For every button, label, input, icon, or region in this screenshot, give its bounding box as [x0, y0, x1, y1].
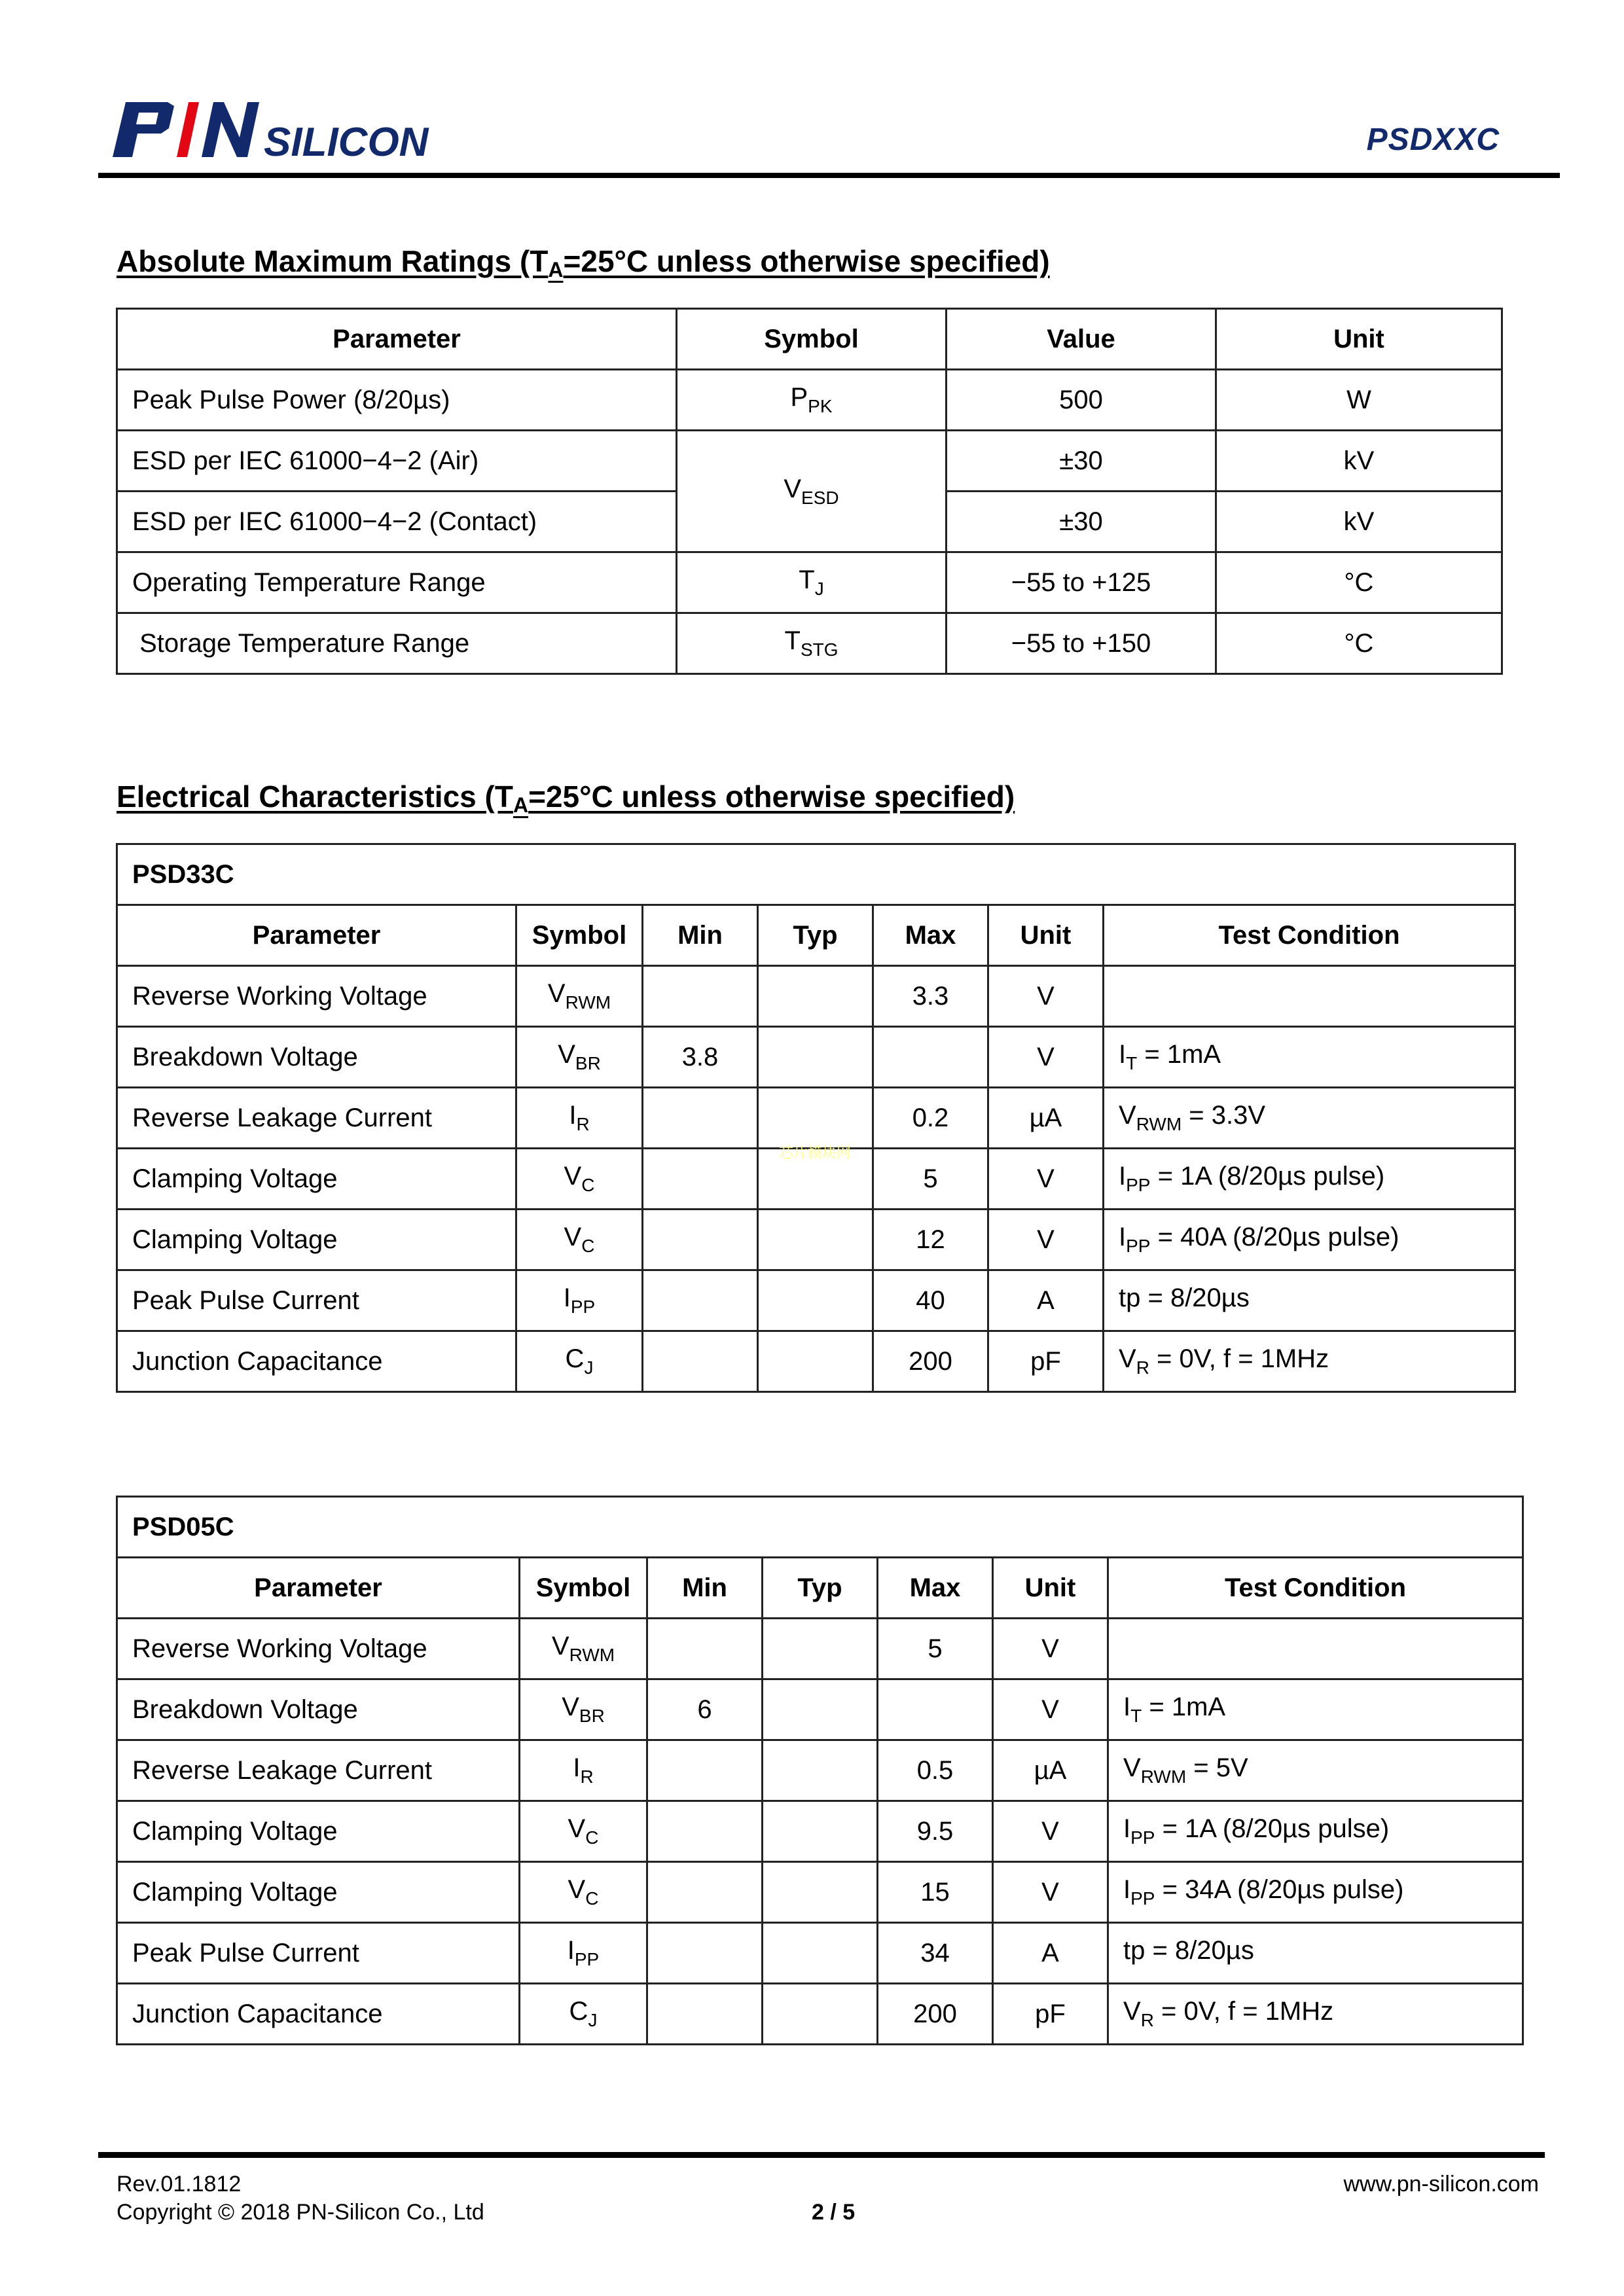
max-cell: 3.3	[873, 966, 988, 1027]
footer-divider	[98, 2152, 1545, 2158]
typ-cell	[763, 1984, 878, 2045]
typ-cell	[758, 1331, 873, 1392]
col-header: Parameter	[117, 1558, 520, 1619]
typ-cell	[758, 1027, 873, 1088]
abs-max-table	[116, 308, 1503, 675]
test-condition-cell: $V_{RWM} = 5V$	[1108, 1740, 1523, 1801]
value-cell: ±30	[947, 492, 1216, 552]
symbol-cell: $C_J$	[520, 1984, 647, 2045]
max-cell: 5	[878, 1619, 993, 1679]
symbol-cell: $V_C$	[516, 1149, 643, 1210]
table-row	[117, 1801, 1523, 1862]
min-cell	[647, 1740, 763, 1801]
revision: Rev.01.1812	[117, 2172, 242, 2197]
table-row	[117, 1210, 1515, 1270]
test-condition-cell	[1108, 1619, 1523, 1679]
pn-silicon-logo-icon	[103, 97, 470, 162]
param-cell: ESD per IEC 61000−4−2 (Contact)	[117, 492, 677, 552]
unit-cell: A	[993, 1923, 1108, 1984]
value-cell: ±30	[947, 431, 1216, 492]
param-cell: Breakdown Voltage	[117, 1679, 520, 1740]
typ-cell	[758, 1088, 873, 1149]
symbol-cell: $V_{ESD}$	[677, 431, 947, 552]
test-condition-cell	[1104, 966, 1515, 1027]
col-header: Test Condition	[1108, 1558, 1523, 1619]
typ-cell	[763, 1619, 878, 1679]
unit-cell: V	[993, 1801, 1108, 1862]
unit-cell: µA	[993, 1740, 1108, 1801]
unit-cell: V	[988, 1149, 1104, 1210]
unit-cell: °C	[1216, 552, 1502, 613]
table-header-row	[117, 905, 1515, 966]
max-cell	[878, 1679, 993, 1740]
unit-cell: °C	[1216, 613, 1502, 674]
param-cell: Clamping Voltage	[117, 1862, 520, 1923]
copyright: Copyright © 2018 PN-Silicon Co., Ltd	[117, 2200, 484, 2225]
watermark: 芯片模块网	[779, 1145, 852, 1162]
table-row	[117, 1984, 1523, 2045]
symbol-cell: $I_R$	[520, 1740, 647, 1801]
header-divider	[98, 173, 1560, 178]
symbol-cell: $T_{STG}$	[677, 613, 947, 674]
param-cell: Junction Capacitance	[117, 1984, 520, 2045]
unit-cell: V	[993, 1862, 1108, 1923]
min-cell	[647, 1862, 763, 1923]
unit-cell: V	[993, 1619, 1108, 1679]
abs-max-title: Absolute Maximum Ratings ($T_A=25^\circ C$ unless otherwise specified)	[117, 244, 1050, 281]
unit-cell: V	[988, 966, 1104, 1027]
param-cell: Junction Capacitance	[117, 1331, 516, 1392]
test-condition-cell: tp = 8/20µs	[1104, 1270, 1515, 1331]
symbol-cell: $V_C$	[520, 1801, 647, 1862]
min-cell	[643, 966, 758, 1027]
table-row	[117, 1619, 1523, 1679]
param-cell: Peak Pulse Current	[117, 1270, 516, 1331]
col-header: Max	[873, 905, 988, 966]
value-cell: −55 to +125	[947, 552, 1216, 613]
min-cell	[643, 1270, 758, 1331]
symbol-cell: $I_{PP}$	[516, 1270, 643, 1331]
test-condition-cell: $V_R = 0V$, f = 1MHz	[1104, 1331, 1515, 1392]
test-condition-cell: $I_{PP} = 1A$ (8/20µs pulse)	[1108, 1801, 1523, 1862]
typ-cell	[763, 1923, 878, 1984]
unit-cell: V	[988, 1210, 1104, 1270]
svg-text:SILICON: SILICON	[264, 120, 429, 162]
psd33c-table	[116, 843, 1516, 1393]
max-cell: 0.2	[873, 1088, 988, 1149]
symbol-cell: $V_{BR}$	[520, 1679, 647, 1740]
col-header: Min	[643, 905, 758, 966]
table-row	[117, 1923, 1523, 1984]
table-row	[117, 1270, 1515, 1331]
max-cell	[873, 1027, 988, 1088]
typ-cell	[758, 966, 873, 1027]
min-cell	[643, 1149, 758, 1210]
max-cell: 15	[878, 1862, 993, 1923]
unit-cell: V	[988, 1027, 1104, 1088]
param-cell: Storage Temperature Range	[117, 613, 677, 674]
table-row	[117, 1027, 1515, 1088]
test-condition-cell: $I_T = 1mA$	[1108, 1679, 1523, 1740]
typ-cell	[763, 1740, 878, 1801]
test-condition-cell: tp = 8/20µs	[1108, 1923, 1523, 1984]
table-row	[117, 1740, 1523, 1801]
unit-cell: kV	[1216, 431, 1502, 492]
col-header: Unit	[993, 1558, 1108, 1619]
table-row	[117, 1862, 1523, 1923]
test-condition-cell: $I_{PP} = 1A$ (8/20µs pulse)	[1104, 1149, 1515, 1210]
unit-cell: µA	[988, 1088, 1104, 1149]
symbol-cell: $T_J$	[677, 552, 947, 613]
min-cell	[647, 1801, 763, 1862]
psd05c-table	[116, 1496, 1524, 2045]
max-cell: 0.5	[878, 1740, 993, 1801]
param-cell: Clamping Voltage	[117, 1210, 516, 1270]
table-row	[117, 1088, 1515, 1149]
param-cell: Clamping Voltage	[117, 1149, 516, 1210]
col-header: Typ	[758, 905, 873, 966]
table-row	[117, 431, 1502, 492]
min-cell	[643, 1088, 758, 1149]
min-cell: 6	[647, 1679, 763, 1740]
symbol-cell: $C_J$	[516, 1331, 643, 1392]
param-cell: Reverse Working Voltage	[117, 1619, 520, 1679]
table-header-row	[117, 1558, 1523, 1619]
param-cell: Reverse Leakage Current	[117, 1088, 516, 1149]
table-row	[117, 1679, 1523, 1740]
test-condition-cell: $I_{PP} = 40A$ (8/20µs pulse)	[1104, 1210, 1515, 1270]
col-header: Test Condition	[1104, 905, 1515, 966]
symbol-cell: $V_{RWM}$	[516, 966, 643, 1027]
part-code: PSDXXC	[1366, 122, 1500, 157]
device-name: PSD05C	[117, 1497, 1523, 1558]
device-name: PSD33C	[117, 844, 1515, 905]
psd05c-rows	[117, 1619, 1523, 2045]
param-cell: Operating Temperature Range	[117, 552, 677, 613]
col-header: Min	[647, 1558, 763, 1619]
table-row	[117, 966, 1515, 1027]
typ-cell	[763, 1679, 878, 1740]
max-cell: 200	[878, 1984, 993, 2045]
min-cell	[643, 1331, 758, 1392]
table-row	[117, 613, 1502, 674]
page-number: 2 / 5	[812, 2200, 856, 2225]
col-header: Symbol	[516, 905, 643, 966]
typ-cell	[763, 1862, 878, 1923]
table-title-row	[117, 1497, 1523, 1558]
unit-cell: pF	[988, 1331, 1104, 1392]
col-header: Unit	[988, 905, 1104, 966]
col-header: Parameter	[117, 309, 677, 370]
test-condition-cell: $V_{RWM} = 3.3V$	[1104, 1088, 1515, 1149]
value-cell: −55 to +150	[947, 613, 1216, 674]
unit-cell: pF	[993, 1984, 1108, 2045]
elec-char-title: Electrical Characteristics ($T_A=25^\circ C$ unless otherwise specified)	[117, 780, 1015, 817]
param-cell: Peak Pulse Current	[117, 1923, 520, 1984]
test-condition-cell: $I_{PP} = 34A$ (8/20µs pulse)	[1108, 1862, 1523, 1923]
symbol-cell: $I_{PP}$	[520, 1923, 647, 1984]
typ-cell	[758, 1270, 873, 1331]
test-condition-cell: $V_R = 0V$, f = 1MHz	[1108, 1984, 1523, 2045]
test-condition-cell: $I_T = 1mA$	[1104, 1027, 1515, 1088]
symbol-cell: $V_{RWM}$	[520, 1619, 647, 1679]
table-row	[117, 370, 1502, 431]
max-cell: 200	[873, 1331, 988, 1392]
symbol-cell: $V_{BR}$	[516, 1027, 643, 1088]
param-cell: Peak Pulse Power (8/20µs)	[117, 370, 677, 431]
company-logo	[103, 97, 470, 162]
col-header: Symbol	[677, 309, 947, 370]
unit-cell: W	[1216, 370, 1502, 431]
symbol-cell: $V_C$	[520, 1862, 647, 1923]
typ-cell	[758, 1210, 873, 1270]
param-cell: ESD per IEC 61000−4−2 (Air)	[117, 431, 677, 492]
table-row	[117, 1331, 1515, 1392]
col-header: Value	[947, 309, 1216, 370]
psd33c-rows	[117, 966, 1515, 1392]
param-cell: Reverse Leakage Current	[117, 1740, 520, 1801]
unit-cell: kV	[1216, 492, 1502, 552]
max-cell: 34	[878, 1923, 993, 1984]
unit-cell: V	[993, 1679, 1108, 1740]
col-header: Typ	[763, 1558, 878, 1619]
typ-cell	[763, 1801, 878, 1862]
col-header: Parameter	[117, 905, 516, 966]
param-cell: Clamping Voltage	[117, 1801, 520, 1862]
symbol-cell: $V_C$	[516, 1210, 643, 1270]
max-cell: 40	[873, 1270, 988, 1331]
symbol-cell: $I_R$	[516, 1088, 643, 1149]
col-header: Unit	[1216, 309, 1502, 370]
param-cell: Breakdown Voltage	[117, 1027, 516, 1088]
symbol-cell: $P_{PK}$	[677, 370, 947, 431]
col-header: Max	[878, 1558, 993, 1619]
min-cell	[643, 1210, 758, 1270]
table-header-row	[117, 309, 1502, 370]
min-cell	[647, 1619, 763, 1679]
col-header: Symbol	[520, 1558, 647, 1619]
table-title-row	[117, 844, 1515, 905]
unit-cell: A	[988, 1270, 1104, 1331]
max-cell: 5	[873, 1149, 988, 1210]
value-cell: 500	[947, 370, 1216, 431]
min-cell	[647, 1984, 763, 2045]
table-row	[117, 552, 1502, 613]
website-link[interactable]: www.pn-silicon.com	[1343, 2172, 1539, 2197]
max-cell: 12	[873, 1210, 988, 1270]
param-cell: Reverse Working Voltage	[117, 966, 516, 1027]
max-cell: 9.5	[878, 1801, 993, 1862]
min-cell	[647, 1923, 763, 1984]
min-cell: 3.8	[643, 1027, 758, 1088]
